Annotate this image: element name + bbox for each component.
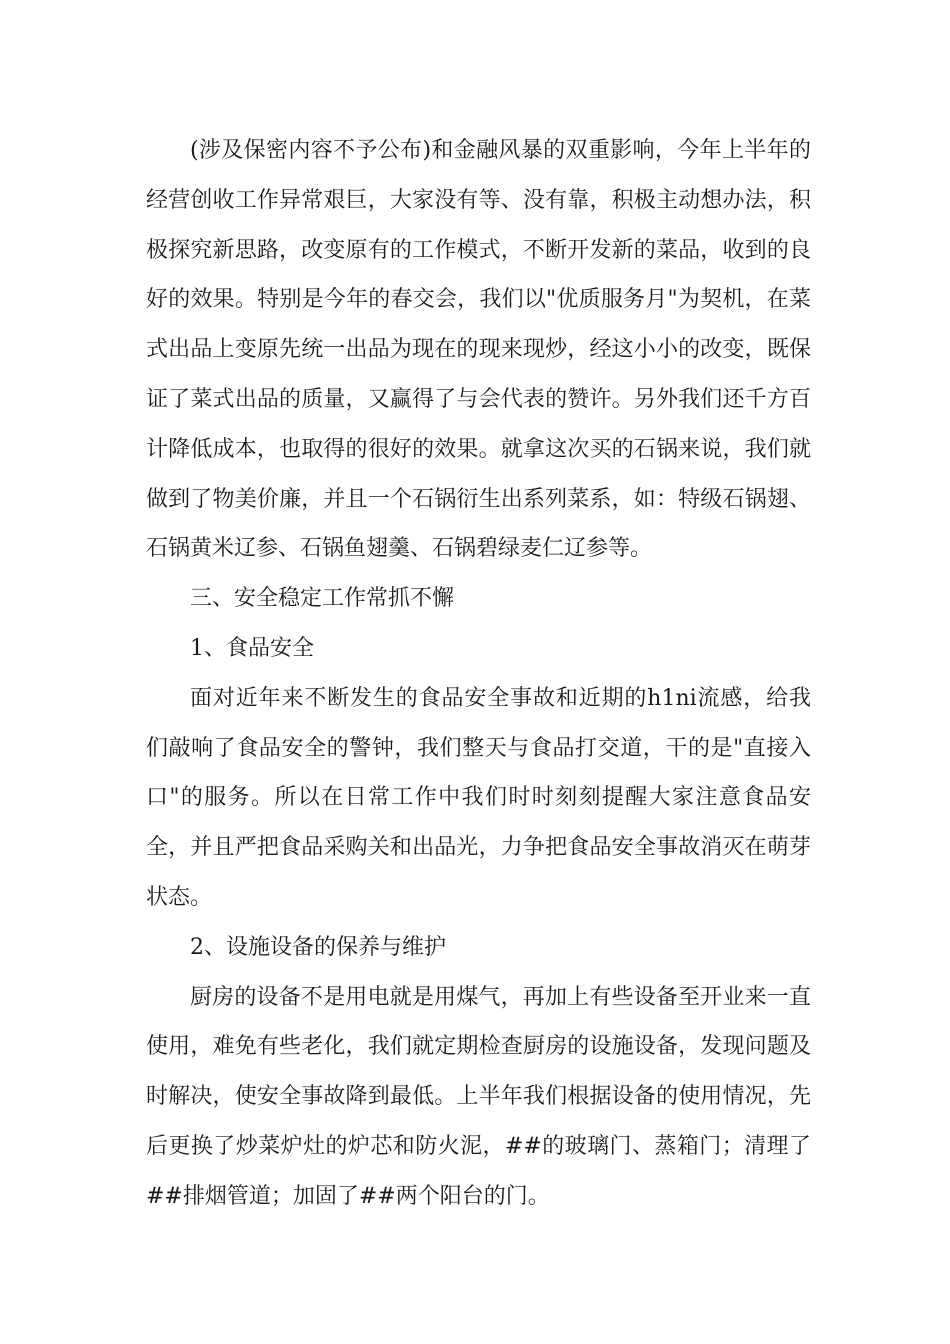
document-body	[146, 126, 811, 1222]
paragraph-intro: (涉及保密内容不予公布)和金融风暴的双重影响，今年上半年的经营创收工作异常艰巨，大家没有等、没有靠，积极主动想办法，积极探究新思路，改变原有的工作模式，不断开发新的菜品，收到的良好的效果。特别是今年的春交会，我们以"优质服务月"为契机，在菜式出品上变原先统一出品为现在的现来现炒，经这小小的改变，既保证了菜式出品的质量，又赢得了与会代表的赞许。另外我们还千方百计降低成本，也取得的很好的效果。就拿这次买的石锅来说，我们就做到了物美价廉，并且一个石锅衍生出系列菜系，如：特级石锅翅、石锅黄米辽参、石锅鱼翅羹、石锅碧绿麦仁辽参等。	[146, 138, 811, 562]
paragraph-food-safety: 面对近年来不断发生的食品安全事故和近期的h1ni流感，给我们敲响了食品安全的警钟，我们整天与食品打交道，干的是"直接入口"的服务。所以在日常工作中我们时时刻刻提醒大家注意食品安全，并且严把食品采购关和出品光，力争把食品安全事故消灭在萌芽状态。	[146, 685, 811, 910]
section-heading-safety: 三、安全稳定工作常抓不懈	[190, 586, 455, 612]
subheading-food-safety: 1、食品安全	[190, 635, 314, 661]
subheading-equipment: 2、设施设备的保养与维护	[190, 934, 446, 960]
paragraph-equipment: 厨房的设备不是用电就是用煤气，再加上有些设备至开业来一直使用，难免有些老化，我们就定期检查厨房的设施设备，发现问题及时解决，使安全事故降到最低。上半年我们根据设备的使用情况，先后更换了炒菜炉灶的炉芯和防火泥，##的玻璃门、蒸箱门；清理了##排烟管道；加固了##两个阳台的门。	[146, 984, 811, 1209]
